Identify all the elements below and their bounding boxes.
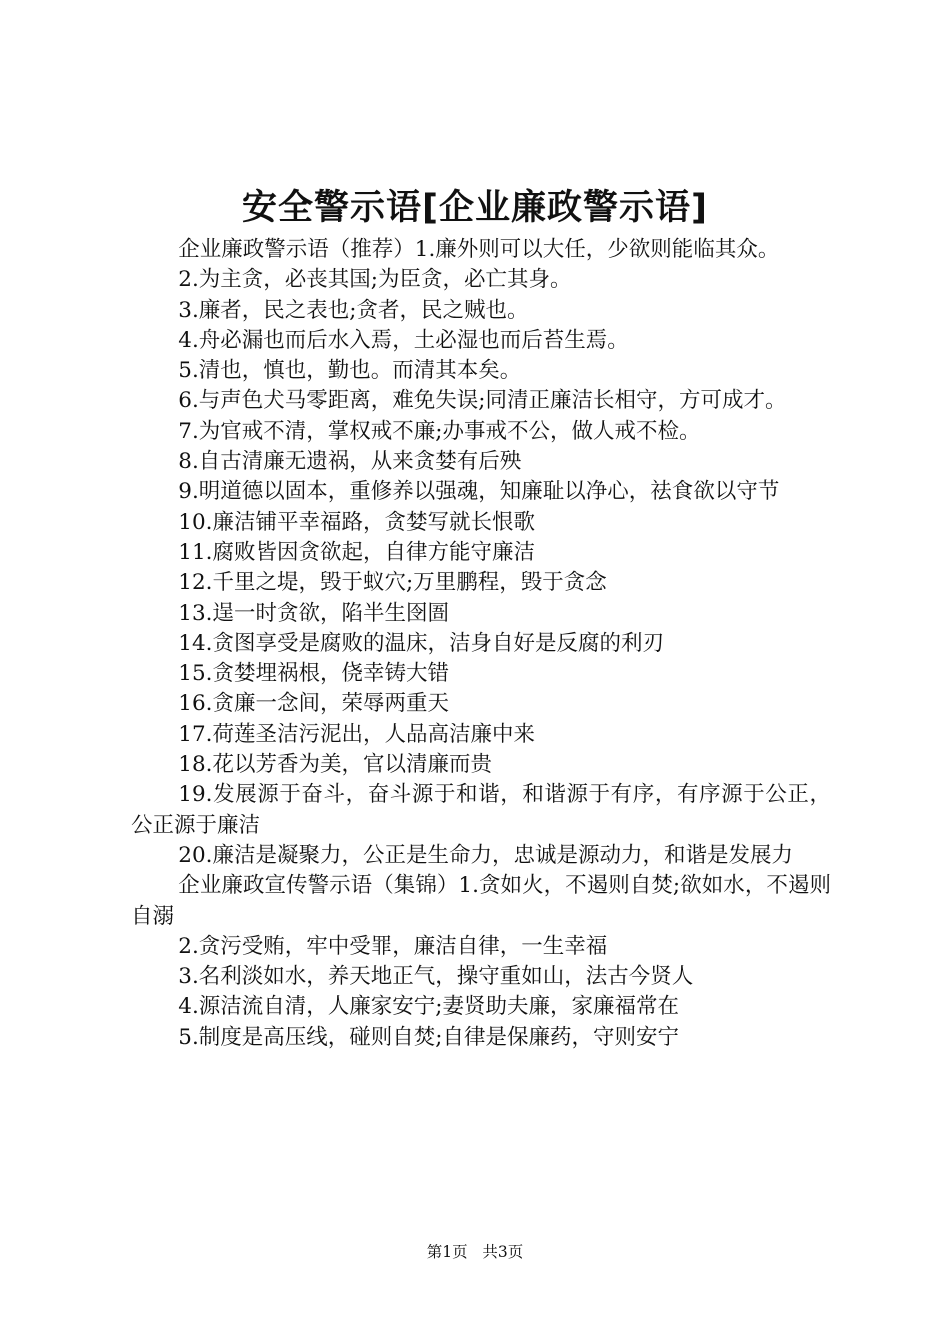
paragraph: 16.贪廉一念间，荣辱两重天: [178, 691, 449, 717]
paragraph: 12.千里之堤，毁于蚁穴;万里鹏程，毁于贪念: [178, 570, 607, 596]
paragraph: 6.与声色犬马零距离，难免失误;同清正廉洁长相守，方可成才。: [178, 388, 787, 414]
paragraph: 15.贪婪埋祸根，侥幸铸大错: [178, 661, 449, 687]
paragraph: 18.花以芳香为美，官以清廉而贵: [178, 752, 492, 778]
page-number: 第1页: [426, 1243, 468, 1261]
paragraph: 17.荷莲圣洁污泥出，人品高洁廉中来: [178, 721, 535, 747]
total-pages: 共3页: [482, 1243, 524, 1261]
page-title: 安全警示语[企业廉政警示语]: [242, 188, 708, 228]
paragraph: 11.腐败皆因贪欲起，自律方能守廉洁: [178, 539, 535, 565]
paragraph: 4.源洁流自清，人廉家安宁;妻贤助夫廉，家廉福常在: [178, 994, 680, 1020]
paragraph: 10.廉洁铺平幸福路，贪婪写就长恨歌: [178, 509, 535, 535]
paragraph: 14.贪图享受是腐败的温床，洁身自好是反腐的利刃: [178, 630, 664, 656]
paragraph: 13.逞一时贪欲，陷半生囹圄: [178, 600, 449, 626]
paragraph: 3.廉者，民之表也;贪者，民之贼也。: [178, 297, 529, 323]
paragraph: 5.制度是高压线，碰则自焚;自律是保廉药，守则安宁: [178, 1024, 680, 1050]
paragraph: 企业廉政警示语（推荐）1.廉外则可以大任，少欲则能临其众。: [178, 237, 780, 262]
document-body: [131, 235, 831, 1053]
page-spacer: [473, 1243, 478, 1261]
paragraph: 企业廉政宣传警示语（集锦）1.贪如火，不遏则自焚;欲如水，不遏则自溺: [131, 873, 831, 929]
paragraph: 7.为官戒不清，掌权戒不廉;办事戒不公，做人戒不检。: [178, 418, 701, 444]
paragraph: 20.廉洁是凝聚力，公正是生命力，忠诚是源动力，和谐是发展力: [178, 842, 793, 868]
paragraph: 5.清也，慎也，勤也。而清其本矣。: [178, 358, 522, 384]
paragraph: 8.自古清廉无遗祸，从来贪婪有后殃: [178, 449, 522, 475]
paragraph: 19.发展源于奋斗，奋斗源于和谐，和谐源于有序，有序源于公正，公正源于廉洁: [131, 782, 831, 838]
paragraph: 2.为主贪，必丧其国;为臣贪，必亡其身。: [178, 267, 572, 293]
paragraph: 3.名利淡如水，养天地正气，操守重如山，法古今贤人: [178, 964, 694, 990]
paragraph: 9.明道德以固本，重修养以强魂，知廉耻以净心，祛食欲以守节: [178, 479, 780, 505]
page-footer: [0, 1241, 950, 1263]
paragraph: 2.贪污受贿，牢中受罪，廉洁自律，一生幸福: [178, 933, 608, 959]
paragraph: 4.舟必漏也而后水入焉，土必湿也而后苔生焉。: [178, 327, 629, 353]
